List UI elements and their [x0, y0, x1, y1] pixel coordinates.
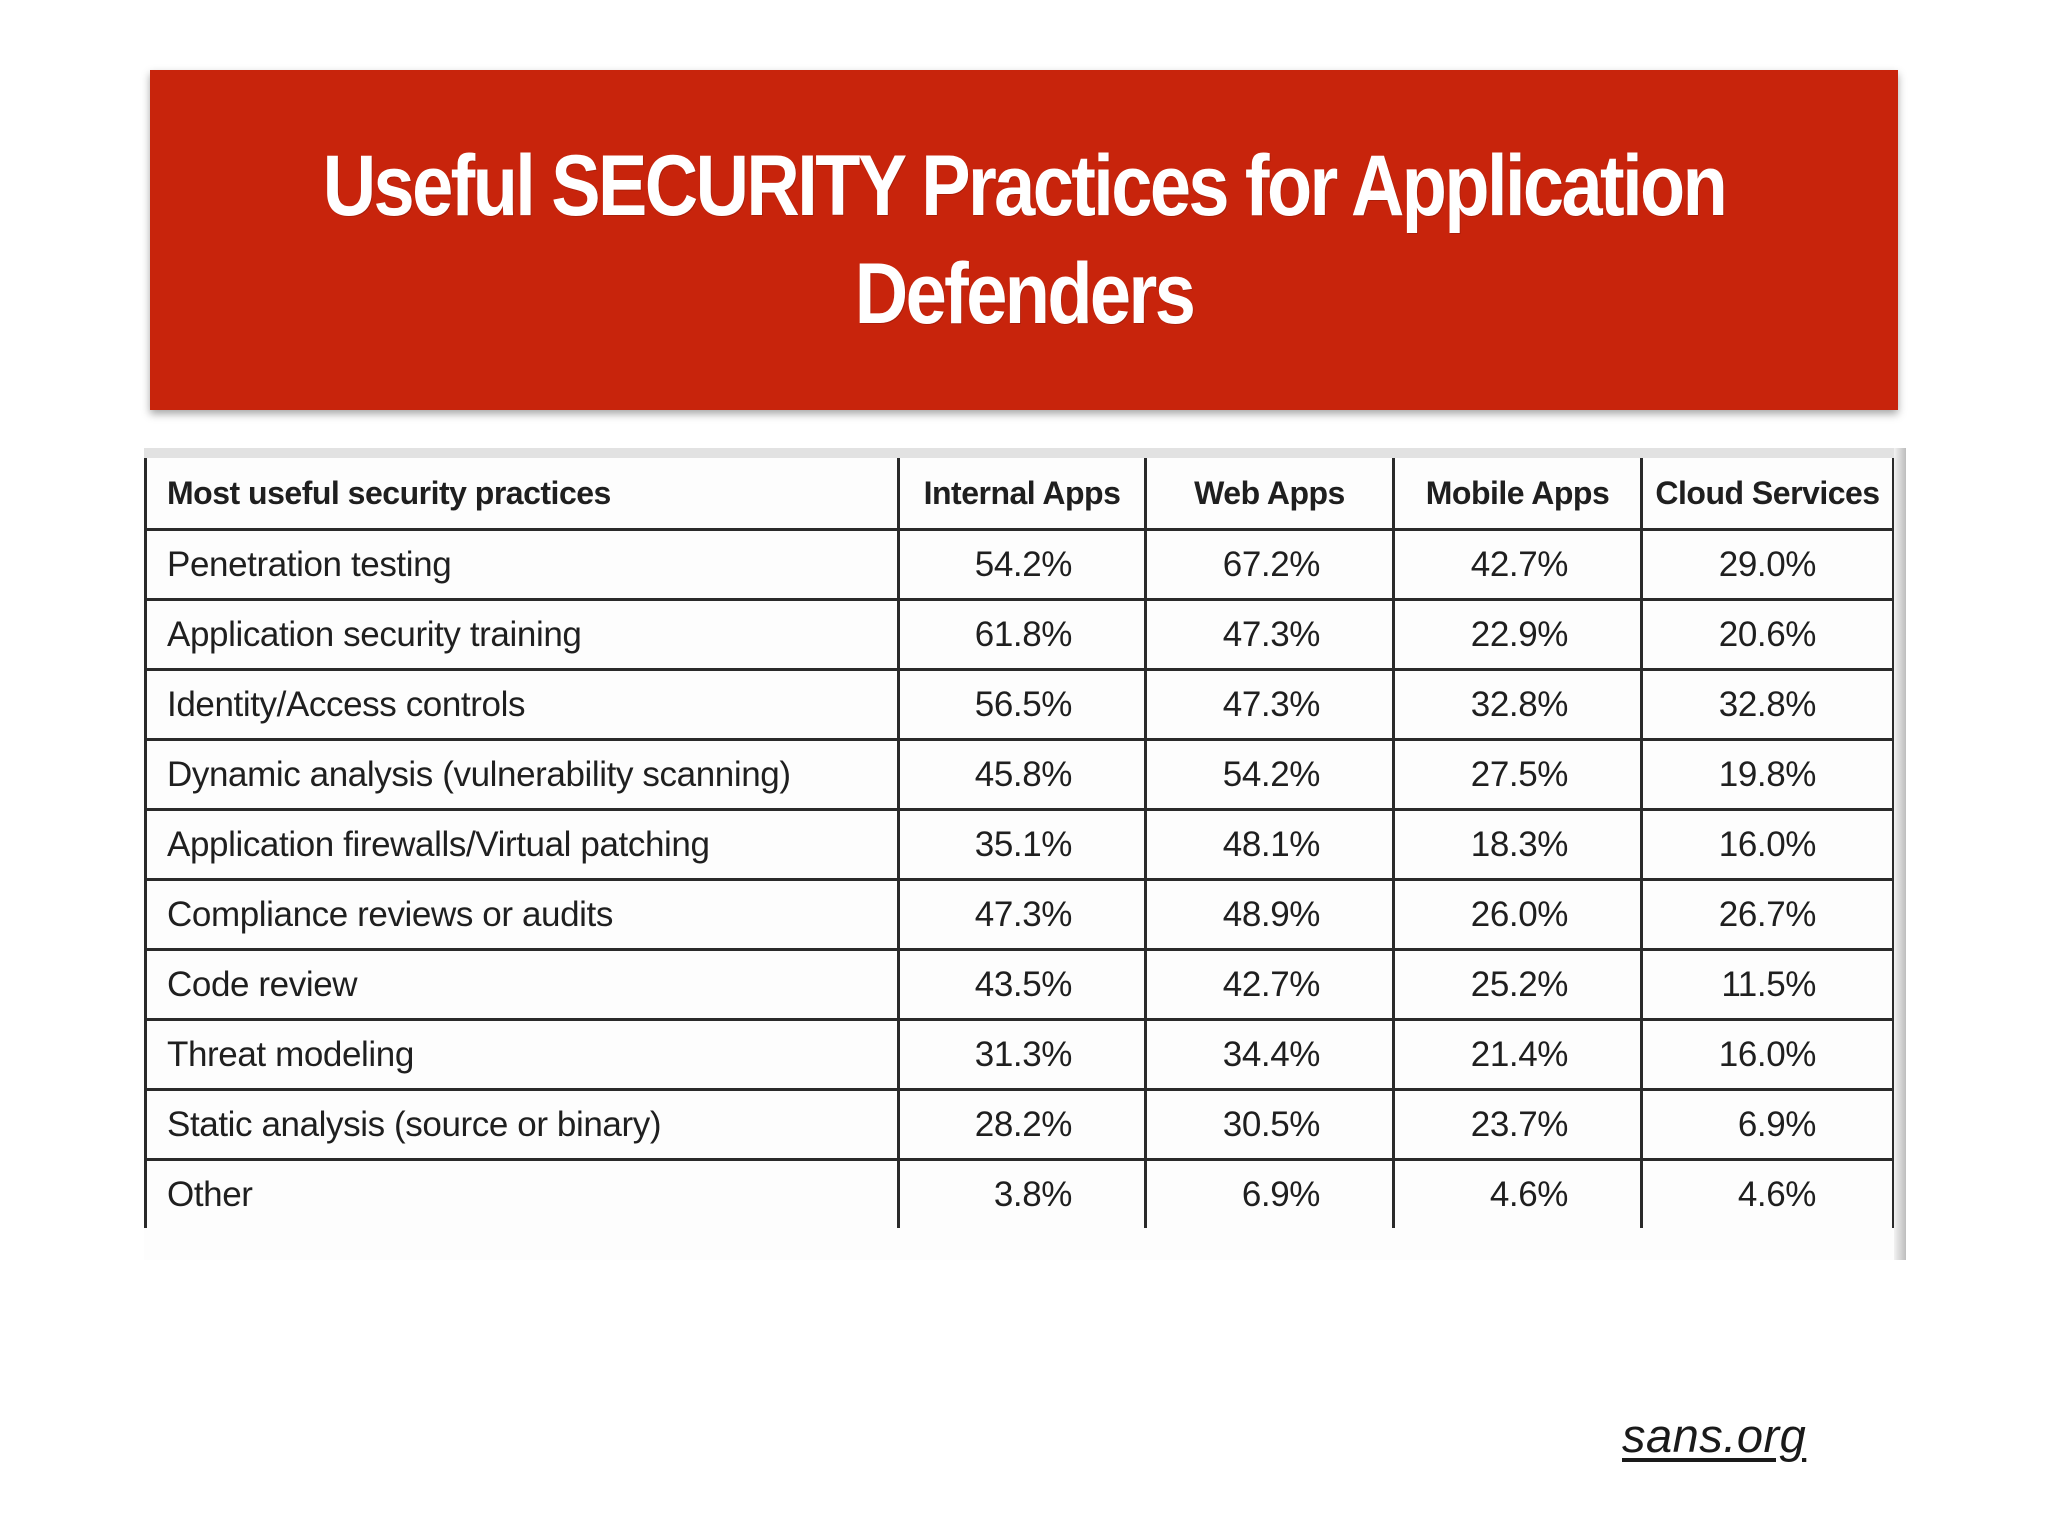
table-row [146, 1090, 1894, 1160]
internal-apps-value: 31.3% [899, 1020, 1146, 1090]
web-apps-value: 48.9% [1146, 880, 1394, 950]
table-row [146, 1160, 1894, 1229]
mobile-apps-value: 25.2% [1394, 950, 1642, 1020]
table-row [146, 810, 1894, 880]
practices-table [144, 458, 1895, 1228]
table-row [146, 950, 1894, 1020]
column-header-practices: Most useful security practices [146, 458, 899, 530]
internal-apps-value: 54.2% [899, 530, 1146, 600]
table-row [146, 670, 1894, 740]
mobile-apps-value: 27.5% [1394, 740, 1642, 810]
internal-apps-value: 56.5% [899, 670, 1146, 740]
practice-name: Static analysis (source or binary) [146, 1090, 899, 1160]
internal-apps-value: 28.2% [899, 1090, 1146, 1160]
table-row [146, 740, 1894, 810]
internal-apps-value: 3.8% [899, 1160, 1146, 1229]
cloud-services-value: 16.0% [1642, 810, 1894, 880]
mobile-apps-value: 22.9% [1394, 600, 1642, 670]
mobile-apps-value: 4.6% [1394, 1160, 1642, 1229]
cloud-services-value: 19.8% [1642, 740, 1894, 810]
table-header-row [146, 458, 1894, 530]
web-apps-value: 48.1% [1146, 810, 1394, 880]
slide-title: Useful SECURITY Practices for Application Defenders [322, 138, 1726, 342]
practice-name: Compliance reviews or audits [146, 880, 899, 950]
internal-apps-value: 45.8% [899, 740, 1146, 810]
table-row [146, 600, 1894, 670]
cloud-services-value: 6.9% [1642, 1090, 1894, 1160]
table-row [146, 880, 1894, 950]
internal-apps-value: 43.5% [899, 950, 1146, 1020]
mobile-apps-value: 23.7% [1394, 1090, 1642, 1160]
web-apps-value: 6.9% [1146, 1160, 1394, 1229]
practice-name: Other [146, 1160, 899, 1229]
practice-name: Identity/Access controls [146, 670, 899, 740]
column-header-mobile-apps: Mobile Apps [1394, 458, 1642, 530]
cloud-services-value: 32.8% [1642, 670, 1894, 740]
column-header-cloud-services: Cloud Services [1642, 458, 1894, 530]
cloud-services-value: 20.6% [1642, 600, 1894, 670]
web-apps-value: 67.2% [1146, 530, 1394, 600]
table-row [146, 1020, 1894, 1090]
cloud-services-value: 26.7% [1642, 880, 1894, 950]
web-apps-value: 42.7% [1146, 950, 1394, 1020]
cloud-services-value: 16.0% [1642, 1020, 1894, 1090]
column-header-web-apps: Web Apps [1146, 458, 1394, 530]
column-header-internal-apps: Internal Apps [899, 458, 1146, 530]
source-link[interactable]: sans.org [1622, 1409, 1807, 1462]
practices-table-image [144, 448, 1906, 1260]
web-apps-value: 30.5% [1146, 1090, 1394, 1160]
mobile-apps-value: 21.4% [1394, 1020, 1642, 1090]
internal-apps-value: 35.1% [899, 810, 1146, 880]
mobile-apps-value: 42.7% [1394, 530, 1642, 600]
practice-name: Application security training [146, 600, 899, 670]
practice-name: Penetration testing [146, 530, 899, 600]
web-apps-value: 47.3% [1146, 600, 1394, 670]
cloud-services-value: 11.5% [1642, 950, 1894, 1020]
web-apps-value: 34.4% [1146, 1020, 1394, 1090]
practice-name: Application firewalls/Virtual patching [146, 810, 899, 880]
mobile-apps-value: 32.8% [1394, 670, 1642, 740]
table-row [146, 530, 1894, 600]
mobile-apps-value: 18.3% [1394, 810, 1642, 880]
practice-name: Threat modeling [146, 1020, 899, 1090]
title-banner [150, 70, 1898, 410]
web-apps-value: 47.3% [1146, 670, 1394, 740]
internal-apps-value: 61.8% [899, 600, 1146, 670]
practice-name: Code review [146, 950, 899, 1020]
cloud-services-value: 4.6% [1642, 1160, 1894, 1229]
web-apps-value: 54.2% [1146, 740, 1394, 810]
cloud-services-value: 29.0% [1642, 530, 1894, 600]
internal-apps-value: 47.3% [899, 880, 1146, 950]
mobile-apps-value: 26.0% [1394, 880, 1642, 950]
practice-name: Dynamic analysis (vulnerability scanning) [146, 740, 899, 810]
